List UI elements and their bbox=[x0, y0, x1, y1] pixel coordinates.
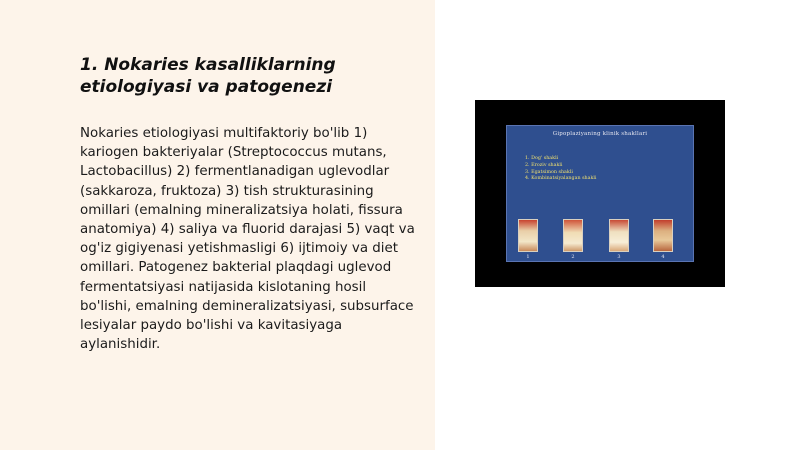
tooth-photo-1 bbox=[518, 219, 538, 252]
tooth-number: 3 bbox=[617, 254, 621, 260]
tooth-number: 2 bbox=[571, 254, 575, 260]
tooth-photo-2 bbox=[563, 219, 583, 252]
tooth-number: 1 bbox=[526, 254, 530, 260]
tooth-number: 4 bbox=[661, 254, 665, 260]
list-item: 3. Egatsimon shakli bbox=[525, 169, 573, 175]
embedded-slide-list bbox=[525, 156, 596, 183]
slide-title: 1. Nokaries kasalliklarning etiologiyasi va patogenezi bbox=[80, 55, 336, 97]
tooth-photo-4 bbox=[653, 219, 673, 252]
embedded-slide-image bbox=[475, 100, 725, 287]
tooth-photo-3 bbox=[609, 219, 629, 252]
slide-body-text: Nokaries etiologiyasi multifaktoriy bo'lib 1) kariogen bakteriyalar (Streptococcus mutans, Lactobacillus) 2) fermentlanadigan uglevodlar (sakkaroza, fruktoza) 3) tish strukturasining omillari (emalning mineralizatsiya holati, fissura anatomiya) 4) saliya va fluorid darajasi 5) vaqt va og'iz gigiyenasi yetishmasligi 6) ijtimoiy va diet omillari. Patogenez bakterial plaqdagi uglevod fermentatsiyasi natijasida kislotaning hosil bo'lishi, emalning demineralizatsiyasi, subsurface lesiyalar paydo bo'lishi va kavitasiyaga aylanishidir. bbox=[80, 126, 415, 353]
embedded-slide bbox=[506, 125, 694, 262]
list-item: 4. Kombinatsiyalangan shakli bbox=[525, 176, 597, 182]
list-item: 2. Eroziv shakli bbox=[525, 162, 563, 168]
embedded-slide-title: Gipoplaziyaning klinik shakllari bbox=[552, 131, 648, 137]
list-item: 1. Dog' shakli bbox=[525, 156, 559, 161]
